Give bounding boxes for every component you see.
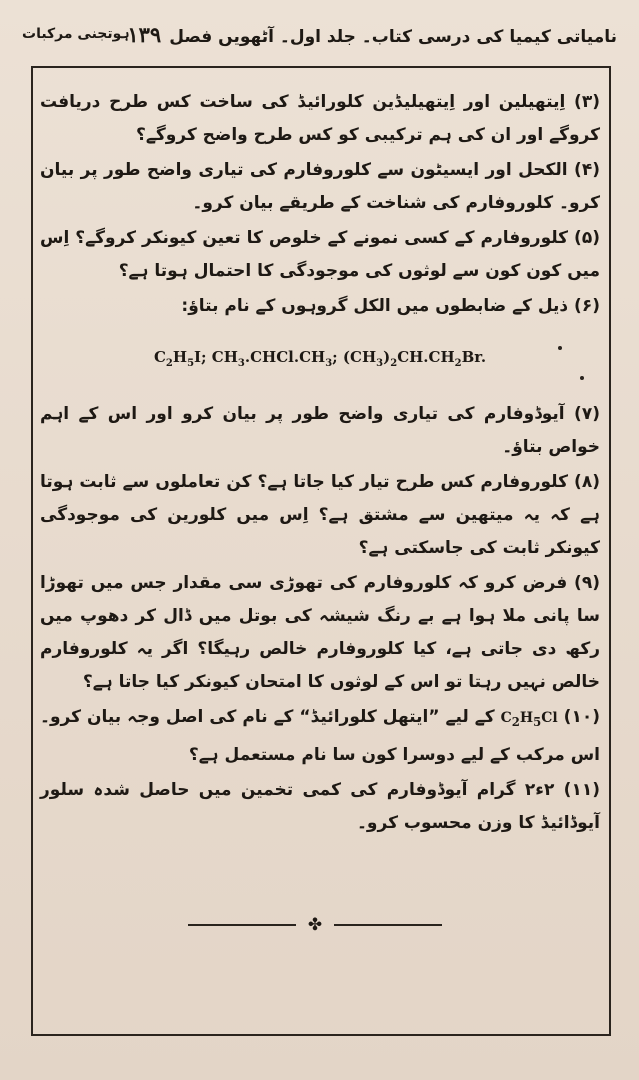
stray-dot xyxy=(580,376,584,380)
ethyl-chloride-formula: $C_2H_5Cl$ xyxy=(500,710,558,729)
divider-line-right xyxy=(334,924,442,926)
question-3: (۳) اِیتھیلین اور اِیتھیلیڈین کلورائیڈ کی ساخت کس طرح دریافت کروگے اور ان کی ہم ترکیبی کو کس طرح واضح کروگے؟ xyxy=(40,92,600,145)
running-title xyxy=(119,22,617,47)
running-title-text: نامیاتی کیمیا کی درسی کتاب۔ جلد اول۔ آٹھویں فصل xyxy=(169,27,617,47)
question-11: (۱۱) ۲ء۲ گرام آیوڈوفارم کی کمی تخمین میں حاصل شدہ سلور آیوڈائیڈ کا وزن محسوب کرو۔ xyxy=(40,779,600,833)
exercise-questions xyxy=(40,86,600,842)
question-10-text: کے لیے ”ایتھل کلورائیڈ“ کے نام کی اصل وجہ بیان کرو۔ اس مرکب کے لیے دوسرا کون سا نام مستعمل ہے؟ xyxy=(40,707,600,765)
page-header xyxy=(22,20,617,60)
end-divider xyxy=(188,915,442,935)
question-7: (۷) آیوڈوفارم کی تیاری واضح طور پر بیان کرو اور اس کے اہم خواص بتاؤ۔ xyxy=(40,404,600,457)
divider-line-left xyxy=(188,924,296,926)
question-8: (۸) کلوروفارم کس طرح تیار کیا جاتا ہے؟ کن تعاملوں سے ثابت ہوتا ہے کہ یہ میتھین سے مشتق ہے؟ اِس میں کلورین کی موجودگی کیونکر ثابت کی جاسکتی ہے؟ xyxy=(40,472,600,558)
question-9: (۹) فرض کرو کہ کلوروفارم کی تھوڑی سی مقدار جس میں تھوڑا سا پانی ملا ہوا ہے بے رنگ شیشہ کی بوتل میں ڈال کر دھوپ میں رکھ دی جاتی ہے، کیا کلوروفارم خالص رہیگا؟ اگر یہ کلوروفارم خالص نہیں رہتا تو اس کے لوثوں کا امتحان کیونکر کیا جاتا ہے؟ xyxy=(40,573,600,692)
question-10-number: (۱۰) xyxy=(563,707,600,727)
section-title: ہوتجنی مرکبات xyxy=(22,26,130,42)
question-10 xyxy=(40,701,600,772)
page-number: ۱۳۹ xyxy=(127,22,162,47)
question-4: (۴) الکحل اور ایسیٹون سے کلوروفارم کی تیاری واضح طور پر بیان کرو۔ کلوروفارم کی شناخت کے طریقے بیان کرو۔ xyxy=(40,160,600,213)
ornament-icon: ✤ xyxy=(307,915,323,935)
chemical-formulas: $C_2H_5I$; $CH_3.CHCl.CH_3$; $(CH_3)_2CH.CH_2Br$. xyxy=(153,348,487,369)
stray-dot xyxy=(558,346,562,350)
question-6: (۶) ذیل کے ضابطوں میں الکل گروہوں کے نام بتاؤ: xyxy=(181,296,600,316)
question-5: (۵) کلوروفارم کے کسی نمونے کے خلوص کا تعین کیونکر کروگے؟ اِس میں کون کون سے لوثوں کی موجودگی کا احتمال ہوتا ہے؟ xyxy=(40,228,600,281)
